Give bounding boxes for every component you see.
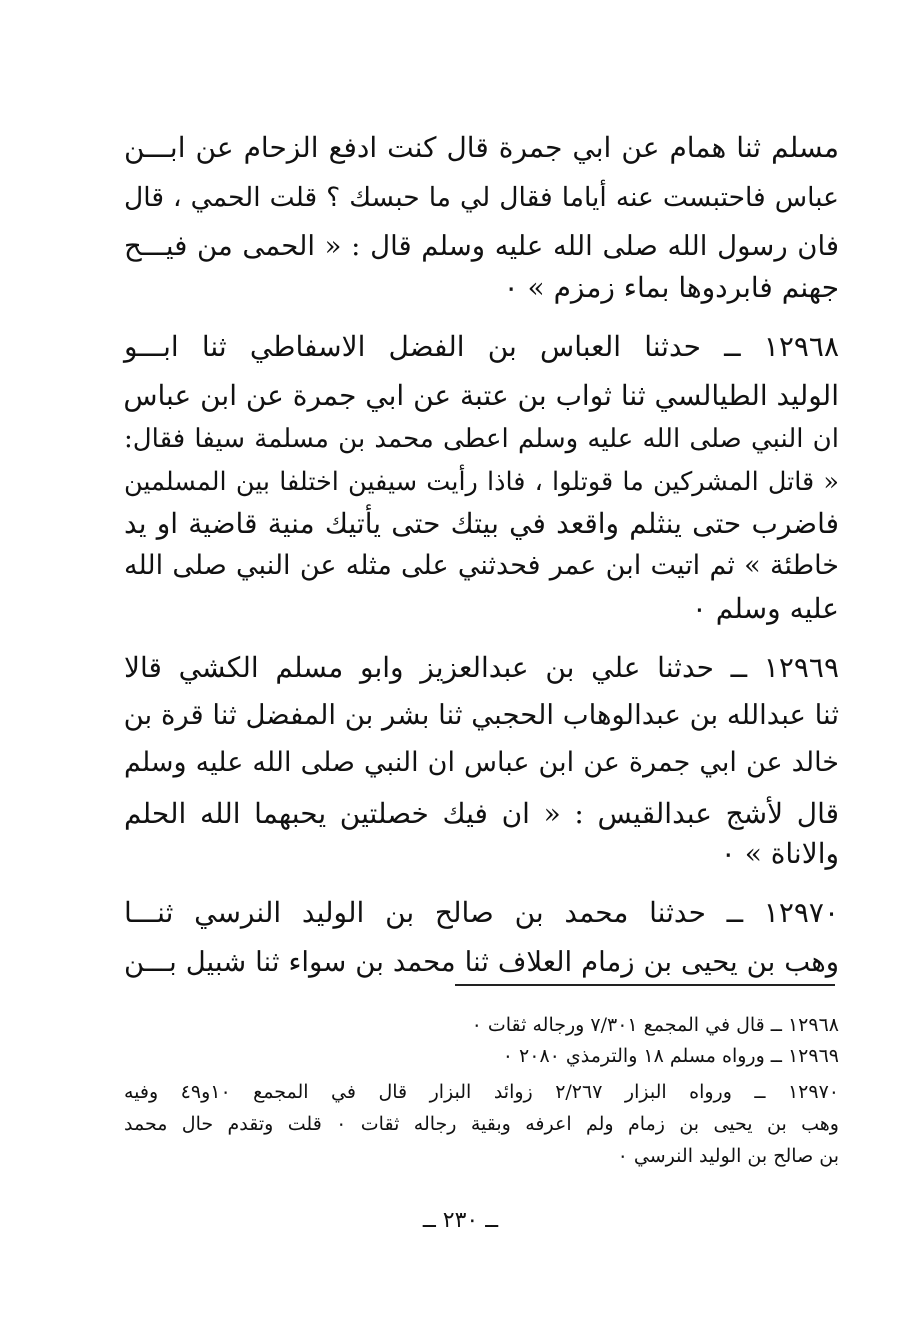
text-line: عليه وسلم ٠ (691, 592, 839, 625)
text-line: مسلم ثنا همام عن ابي جمرة قال كنت ادفع الزحام عن ابـــن (124, 131, 839, 164)
text-line: الوليد الطيالسي ثنا ثواب بن عتبة عن ابي جمرة عن ابن عباس (123, 379, 839, 412)
text-line: عباس فاحتبست عنه أياما فقال لي ما حبسك ؟ قلت الحمي ، قال (124, 182, 839, 213)
footnote-line: بن صالح بن الوليد النرسي ٠ (617, 1145, 839, 1167)
footnote-12970: ١٢٩٧٠ ــ ورواه البزار ٢/٢٦٧ زوائد البزار قال في المجمع ١٠و٤٩ وفيه (124, 1081, 839, 1103)
text-line: فان رسول الله صلى الله عليه وسلم قال : « الحمى من فيـــح (124, 230, 839, 262)
footnote-12968: ١٢٩٦٨ ــ قال في المجمع ٧/٣٠١ ورجاله ثقات ٠ (471, 1014, 839, 1036)
text-line: ان النبي صلى الله عليه وسلم اعطى محمد بن مسلمة سيفا فقال: (124, 424, 839, 454)
footnote-12969: ١٢٩٦٩ ــ ورواه مسلم ١٨ والترمذي ٢٠٨٠ ٠ (502, 1045, 839, 1067)
footnote-separator (455, 984, 835, 986)
text-line: خاطئة » ثم اتيت ابن عمر فحدثني على مثله عن النبي صلى الله (124, 550, 839, 581)
footnote-line: وهب بن يحيى بن زمام ولم اعرفه وبقية رجاله ثقات ٠ قلت وتقدم حال محمد (124, 1113, 839, 1135)
text-line: جهنم فابردوها بماء زمزم » ٠ (503, 271, 839, 304)
text-line: وهب بن يحيى بن زمام العلاف ثنا محمد بن سواء ثنا شبيل بـــن (124, 946, 839, 978)
hadith-12970-heading: ١٢٩٧٠ ــ حدثنا محمد بن صالح بن الوليد النرسي ثنـــا (124, 896, 839, 929)
text-line: والاناة » ٠ (720, 837, 839, 870)
text-line: خالد عن ابي جمرة عن ابن عباس ان النبي صلى الله عليه وسلم (124, 747, 839, 778)
hadith-12968-heading: ١٢٩٦٨ ــ حدثنا العباس بن الفضل الاسفاطي ثنا ابـــو (124, 330, 839, 363)
text-line: « قاتل المشركين ما قوتلوا ، فاذا رأيت سيفين اختلفا بين المسلمين (124, 467, 839, 497)
hadith-12969-heading: ١٢٩٦٩ ــ حدثنا علي بن عبدالعزيز وابو مسلم الكشي قالا (124, 651, 839, 684)
text-line: فاضرب حتى ينثلم واقعد في بيتك حتى يأتيك منية قاضية او يد (124, 507, 840, 540)
text-line: قال لأشج عبدالقيس : « ان فيك خصلتين يحبهما الله الحلم (124, 797, 839, 830)
text-line: ثنا عبدالله بن عبدالوهاب الحجبي ثنا بشر بن المفضل ثنا قرة بن (123, 699, 839, 731)
page-number: ــ ٢٣٠ ــ (422, 1208, 499, 1233)
